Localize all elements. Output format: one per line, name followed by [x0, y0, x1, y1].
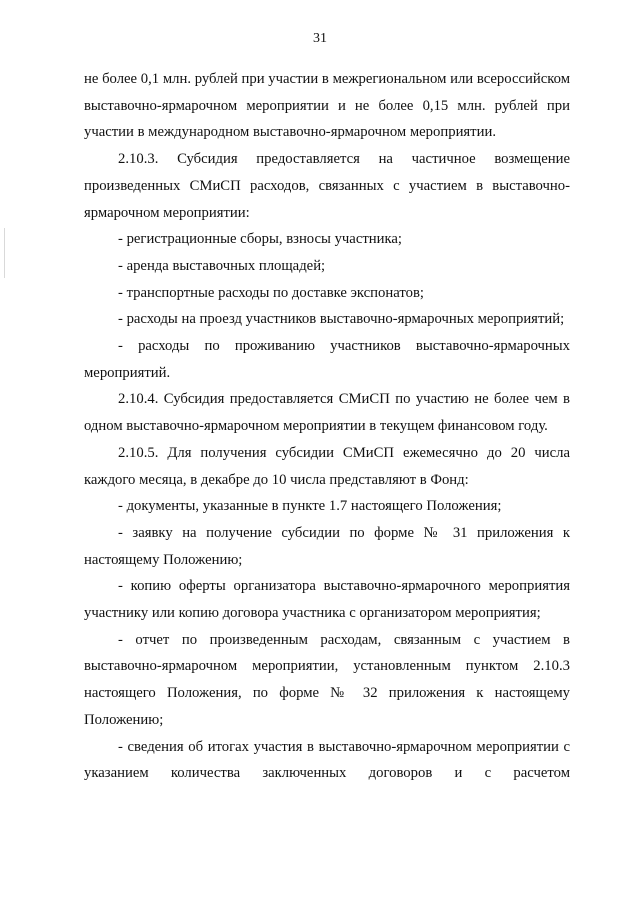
list-item-registration-fees: - регистрационные сборы, взносы участника;	[118, 231, 402, 248]
paragraph-2-10-3: 2.10.3. Субсидия предоставляется на частичное возмещение произведенных СМиСП расходов, связанных с участием в выставочно-ярмарочном мероприятии:	[84, 151, 570, 221]
list-item-offer-copy: - копию оферты организатора выставочно-ярмарочного мероприятия участнику или копию договора участника с организатором мероприятия;	[84, 578, 570, 622]
list-item-documents: - документы, указанные в пункте 1.7 настоящего Положения;	[118, 498, 502, 515]
list-item-application: - заявку на получение субсидии по форме № 31 приложения к настоящему Положению;	[84, 524, 570, 568]
list-item-transport: - транспортные расходы по доставке экспонатов;	[118, 284, 424, 301]
page-number: 31	[313, 31, 327, 46]
list-item-expense-report: - отчет по произведенным расходам, связанным с участием в выставочно-ярмарочном мероприятии, установленным пунктом 2.10.3 настоящего Положения, по форме № 32 приложения к настоящему Положению;	[84, 631, 570, 728]
list-item-rent: - аренда выставочных площадей;	[118, 257, 326, 274]
paragraph-2-10-4: 2.10.4. Субсидия предоставляется СМиСП по участию не более чем в одном выставочно-ярмарочном мероприятии в текущем финансовом году.	[84, 391, 570, 435]
list-item-accommodation: - расходы по проживанию участников выставочно-ярмарочных мероприятий.	[84, 338, 570, 381]
list-item-travel: - расходы на проезд участников выставочно-ярмарочных мероприятий;	[118, 311, 565, 328]
paragraph-subsidy-limits: не более 0,1 млн. рублей при участии в межрегиональном или всероссийском выставочно-ярмарочном мероприятии и не более 0,15 млн. рублей при участии в международном выставочно-ярмарочном мероприятии.	[84, 71, 570, 141]
paragraph-2-10-5: 2.10.5. Для получения субсидии СМиСП ежемесячно до 20 числа каждого месяца, в декабре до 10 числа представляют в Фонд:	[84, 444, 570, 488]
list-item-results-info: - сведения об итогах участия в выставочно-ярмарочном мероприятии с указанием количества заключенных договоров и с расчетом	[84, 738, 570, 782]
document-body	[84, 66, 570, 787]
scan-margin-line	[4, 228, 5, 278]
